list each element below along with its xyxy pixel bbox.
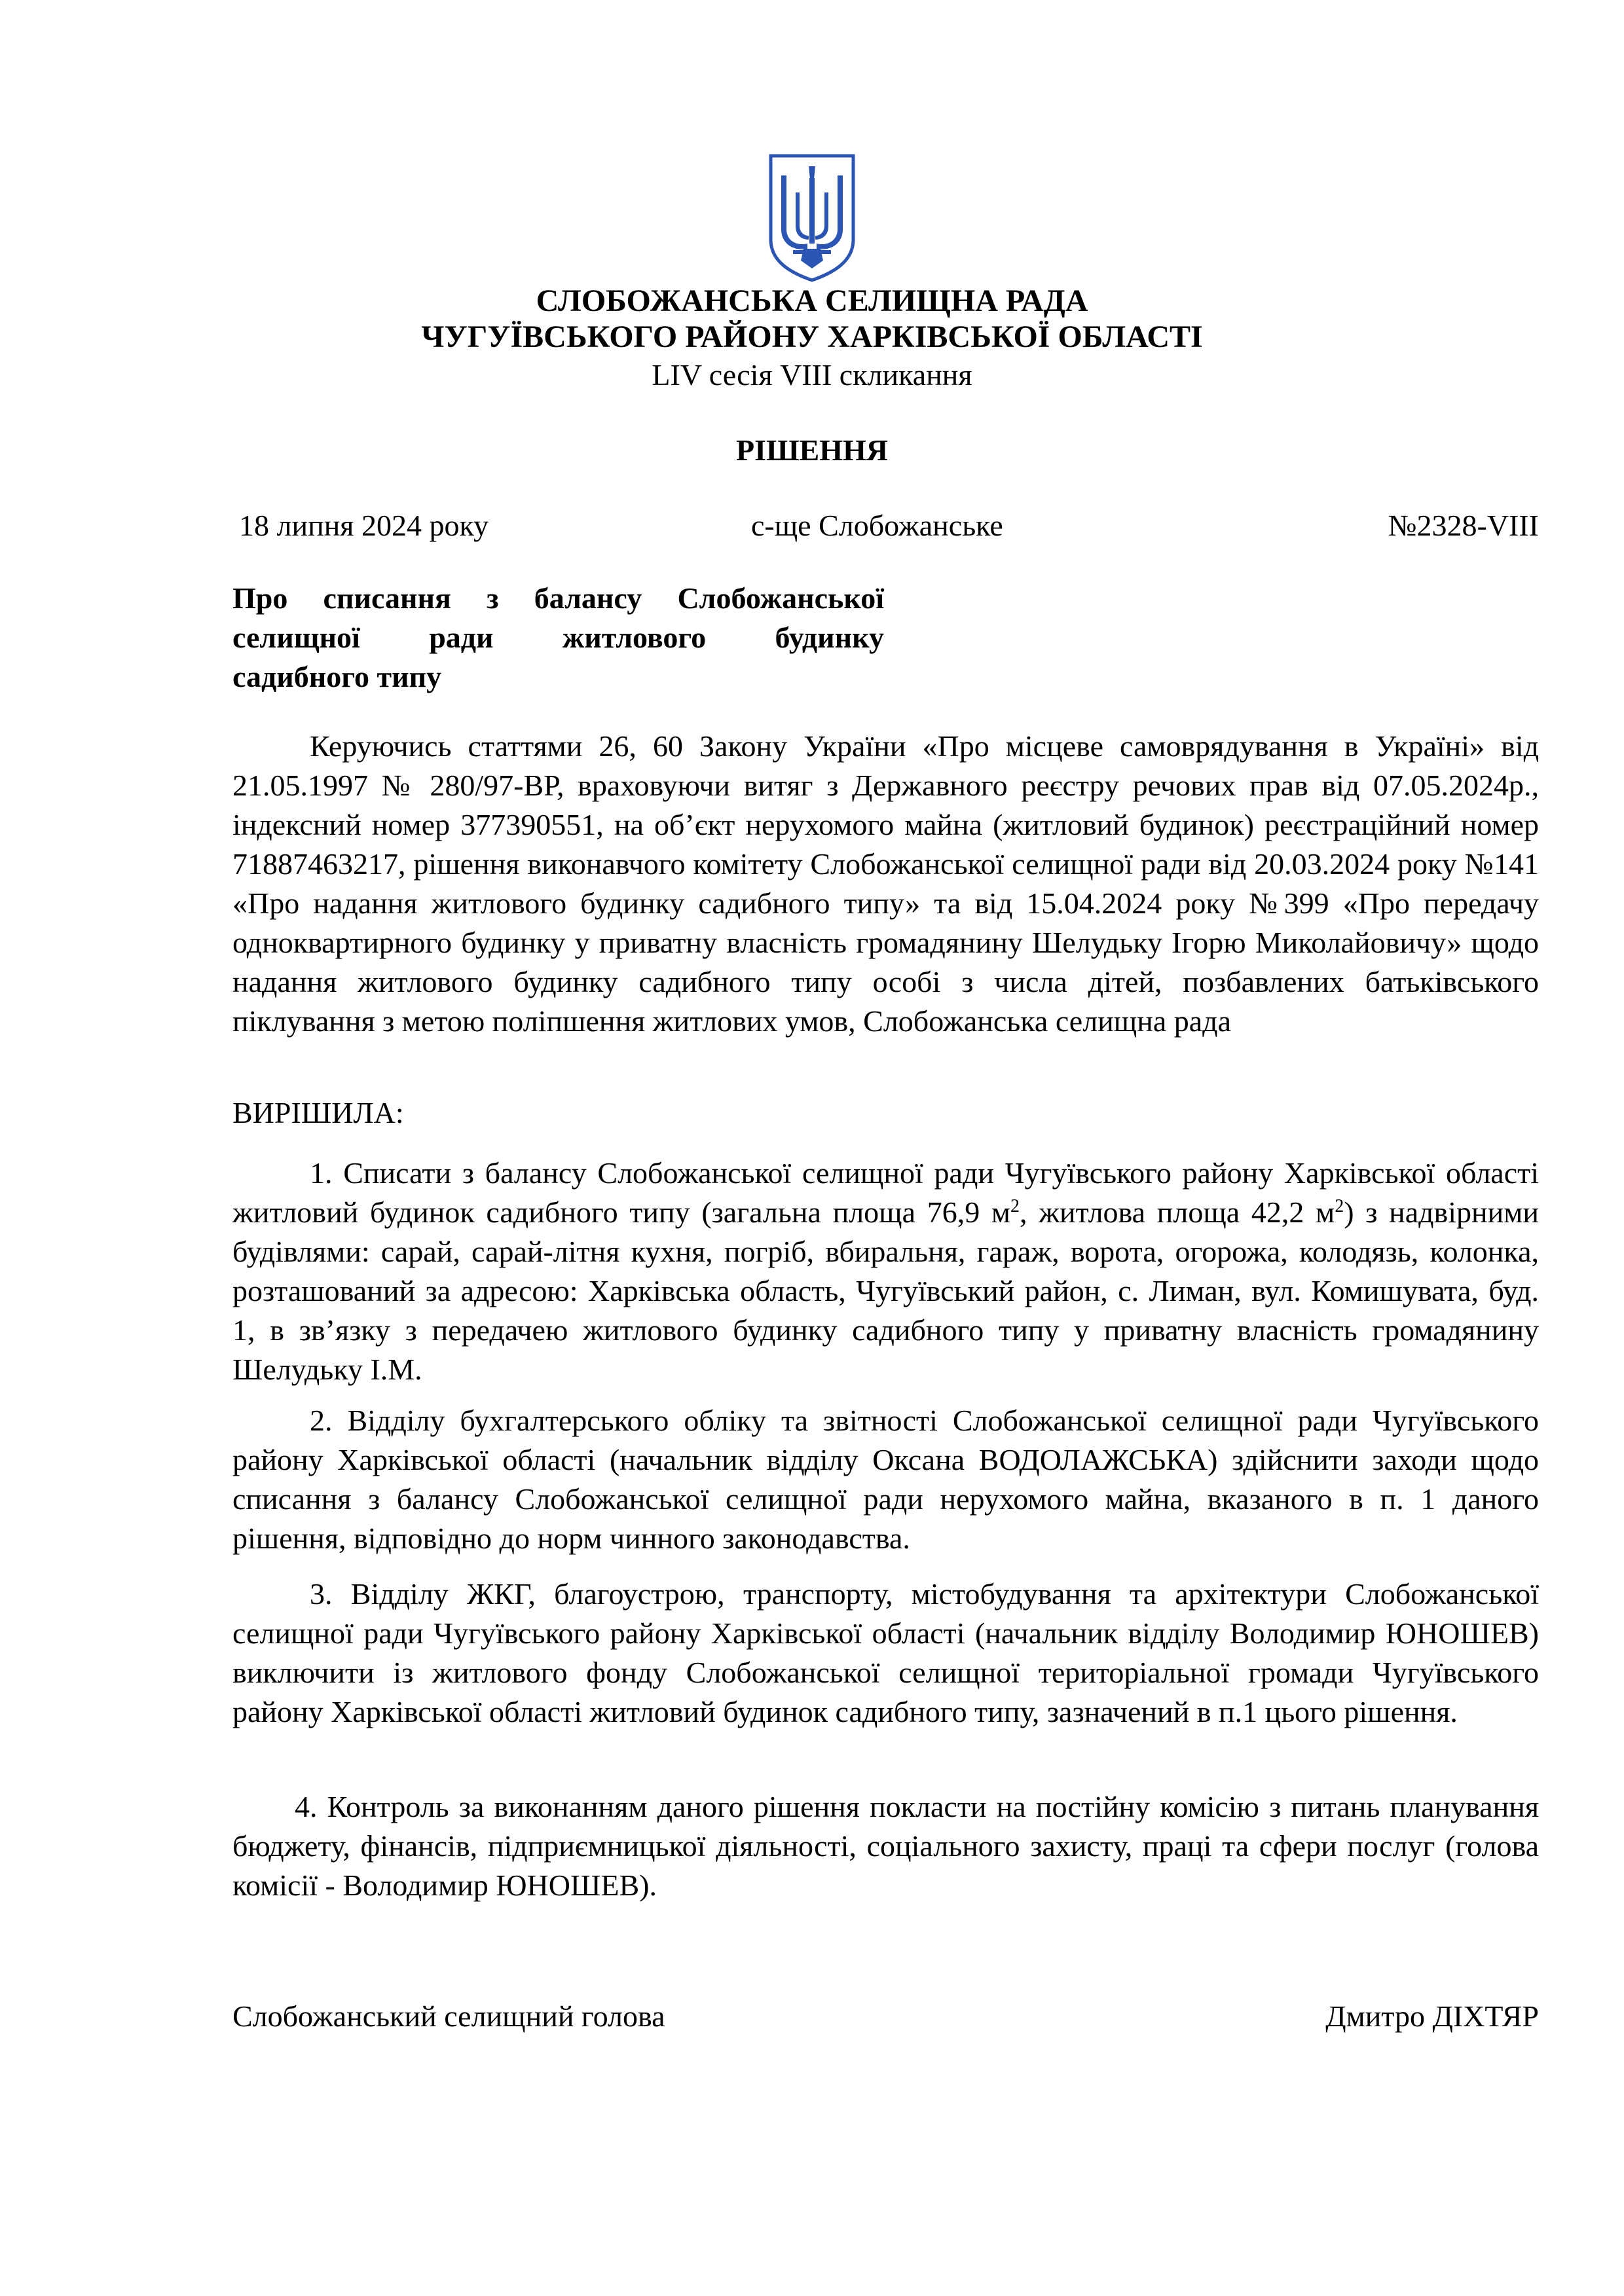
- subject-line: Про списання з балансу Слобожанської: [232, 581, 884, 615]
- decision-number: №2328-VIII: [1388, 509, 1539, 542]
- preamble-paragraph: Керуючись статтями 26, 60 Закону України «Про місцеве самоврядування в Україні» від 21.05.1997 № 280/97-ВР, враховуючи витяг з Державного реєстру речових прав від 07.05.2024р., індексний номер 377390551, на об’єкт нерухомого майна (житловий будинок) реєстраційний номер 71887463217, рішення виконавчого комітету Слобожанської селищної ради від 20.03.2024 року №141 «Про надання житлового будинку садибного типу» та від 15.04.2024 року №399 «Про передачу одноквартирного будинку у приватну власність громадянину Шелудьку Ігорю Миколайовичу» щодо надання житлового будинку садибного типу особі з числа дітей, позбавлених батьківського піклування з метою поліпшення житлових умов, Слобожанська селищна рада: [232, 729, 1539, 1038]
- decision-item-3: 3. Відділу ЖКГ, благоустрою, транспорту, містобудування та архітектури Слобожанської селищної ради Чугуївського району Харківської області (начальник відділу Володимир ЮНОШЕВ) виключити із житлового фонду Слобожанської селищної територіальної громади Чугуївського району Харківської області житловий будинок садибного типу, зазначений в п.1 цього рішення.: [232, 1577, 1539, 1728]
- decision-date: 18 липня 2024 року: [239, 509, 489, 542]
- decision-item-2: 2. Відділу бухгалтерського обліку та звітності Слобожанської селищної ради Чугуївського району Харківської області (начальник відділу Оксана ВОДОЛАЖСЬКА) здійснити заходи щодо списання з балансу Слобожанської селищної ради нерухомого майна, вказаного в п. 1 даного рішення, відповідно до норм чинного законодавства.: [232, 1404, 1539, 1555]
- document-title: РІШЕННЯ: [736, 433, 888, 467]
- signatory-name: Дмитро ДІХТЯР: [1325, 1999, 1539, 2033]
- superscript: 2: [1010, 1196, 1020, 1216]
- resolved-heading: ВИРІШИЛА:: [232, 1096, 404, 1129]
- council-name: СЛОБОЖАНСЬКА СЕЛИЩНА РАДА: [536, 283, 1088, 318]
- ukraine-trident-icon: [767, 152, 857, 283]
- item-1-text: 1. Списати з балансу Слобожанської селищної ради Чугуївського району Харківської області житловий будинок садибного типу (загальна площа 76,9 м: [232, 1156, 1539, 1229]
- item-1-text: , житлова площа 42,2 м: [1020, 1195, 1335, 1229]
- subject-line: селищної ради житлового будинку: [232, 621, 884, 654]
- session-line: LIV сесія VIII скликання: [652, 358, 972, 392]
- superscript: 2: [1335, 1196, 1344, 1216]
- decision-subject: [232, 579, 884, 697]
- district-name: ЧУГУЇВСЬКОГО РАЙОНУ ХАРКІВСЬКОЇ ОБЛАСТІ: [421, 319, 1203, 354]
- subject-line: садибного типу: [232, 660, 442, 693]
- decision-item-1: [232, 1154, 1539, 1389]
- signatory-position: Слобожанський селищний голова: [232, 1999, 665, 2033]
- decision-place: с-ще Слобожанське: [751, 509, 1003, 542]
- decision-item-4: 4. Контроль за виконанням даного рішення покласти на постійну комісію з питань планування бюджету, фінансів, підприємницької діяльності, соціального захисту, праці та сфери послуг (голова комісії - Володимир ЮНОШЕВ).: [232, 1790, 1539, 1902]
- item-1-text: ) з надвірними будівлями: сарай, сарай-літня кухня, погріб, вбиральня, гараж, ворота, огорожа, колодязь, колонка, розташований за адресою: Харківська область, Чугуївський район, с. Лиман, вул. Комишувата, буд. 1, в зв’язку з передачею житлового будинку садибного типу у приватну власність громадянину Шелудьку І.М.: [232, 1195, 1539, 1386]
